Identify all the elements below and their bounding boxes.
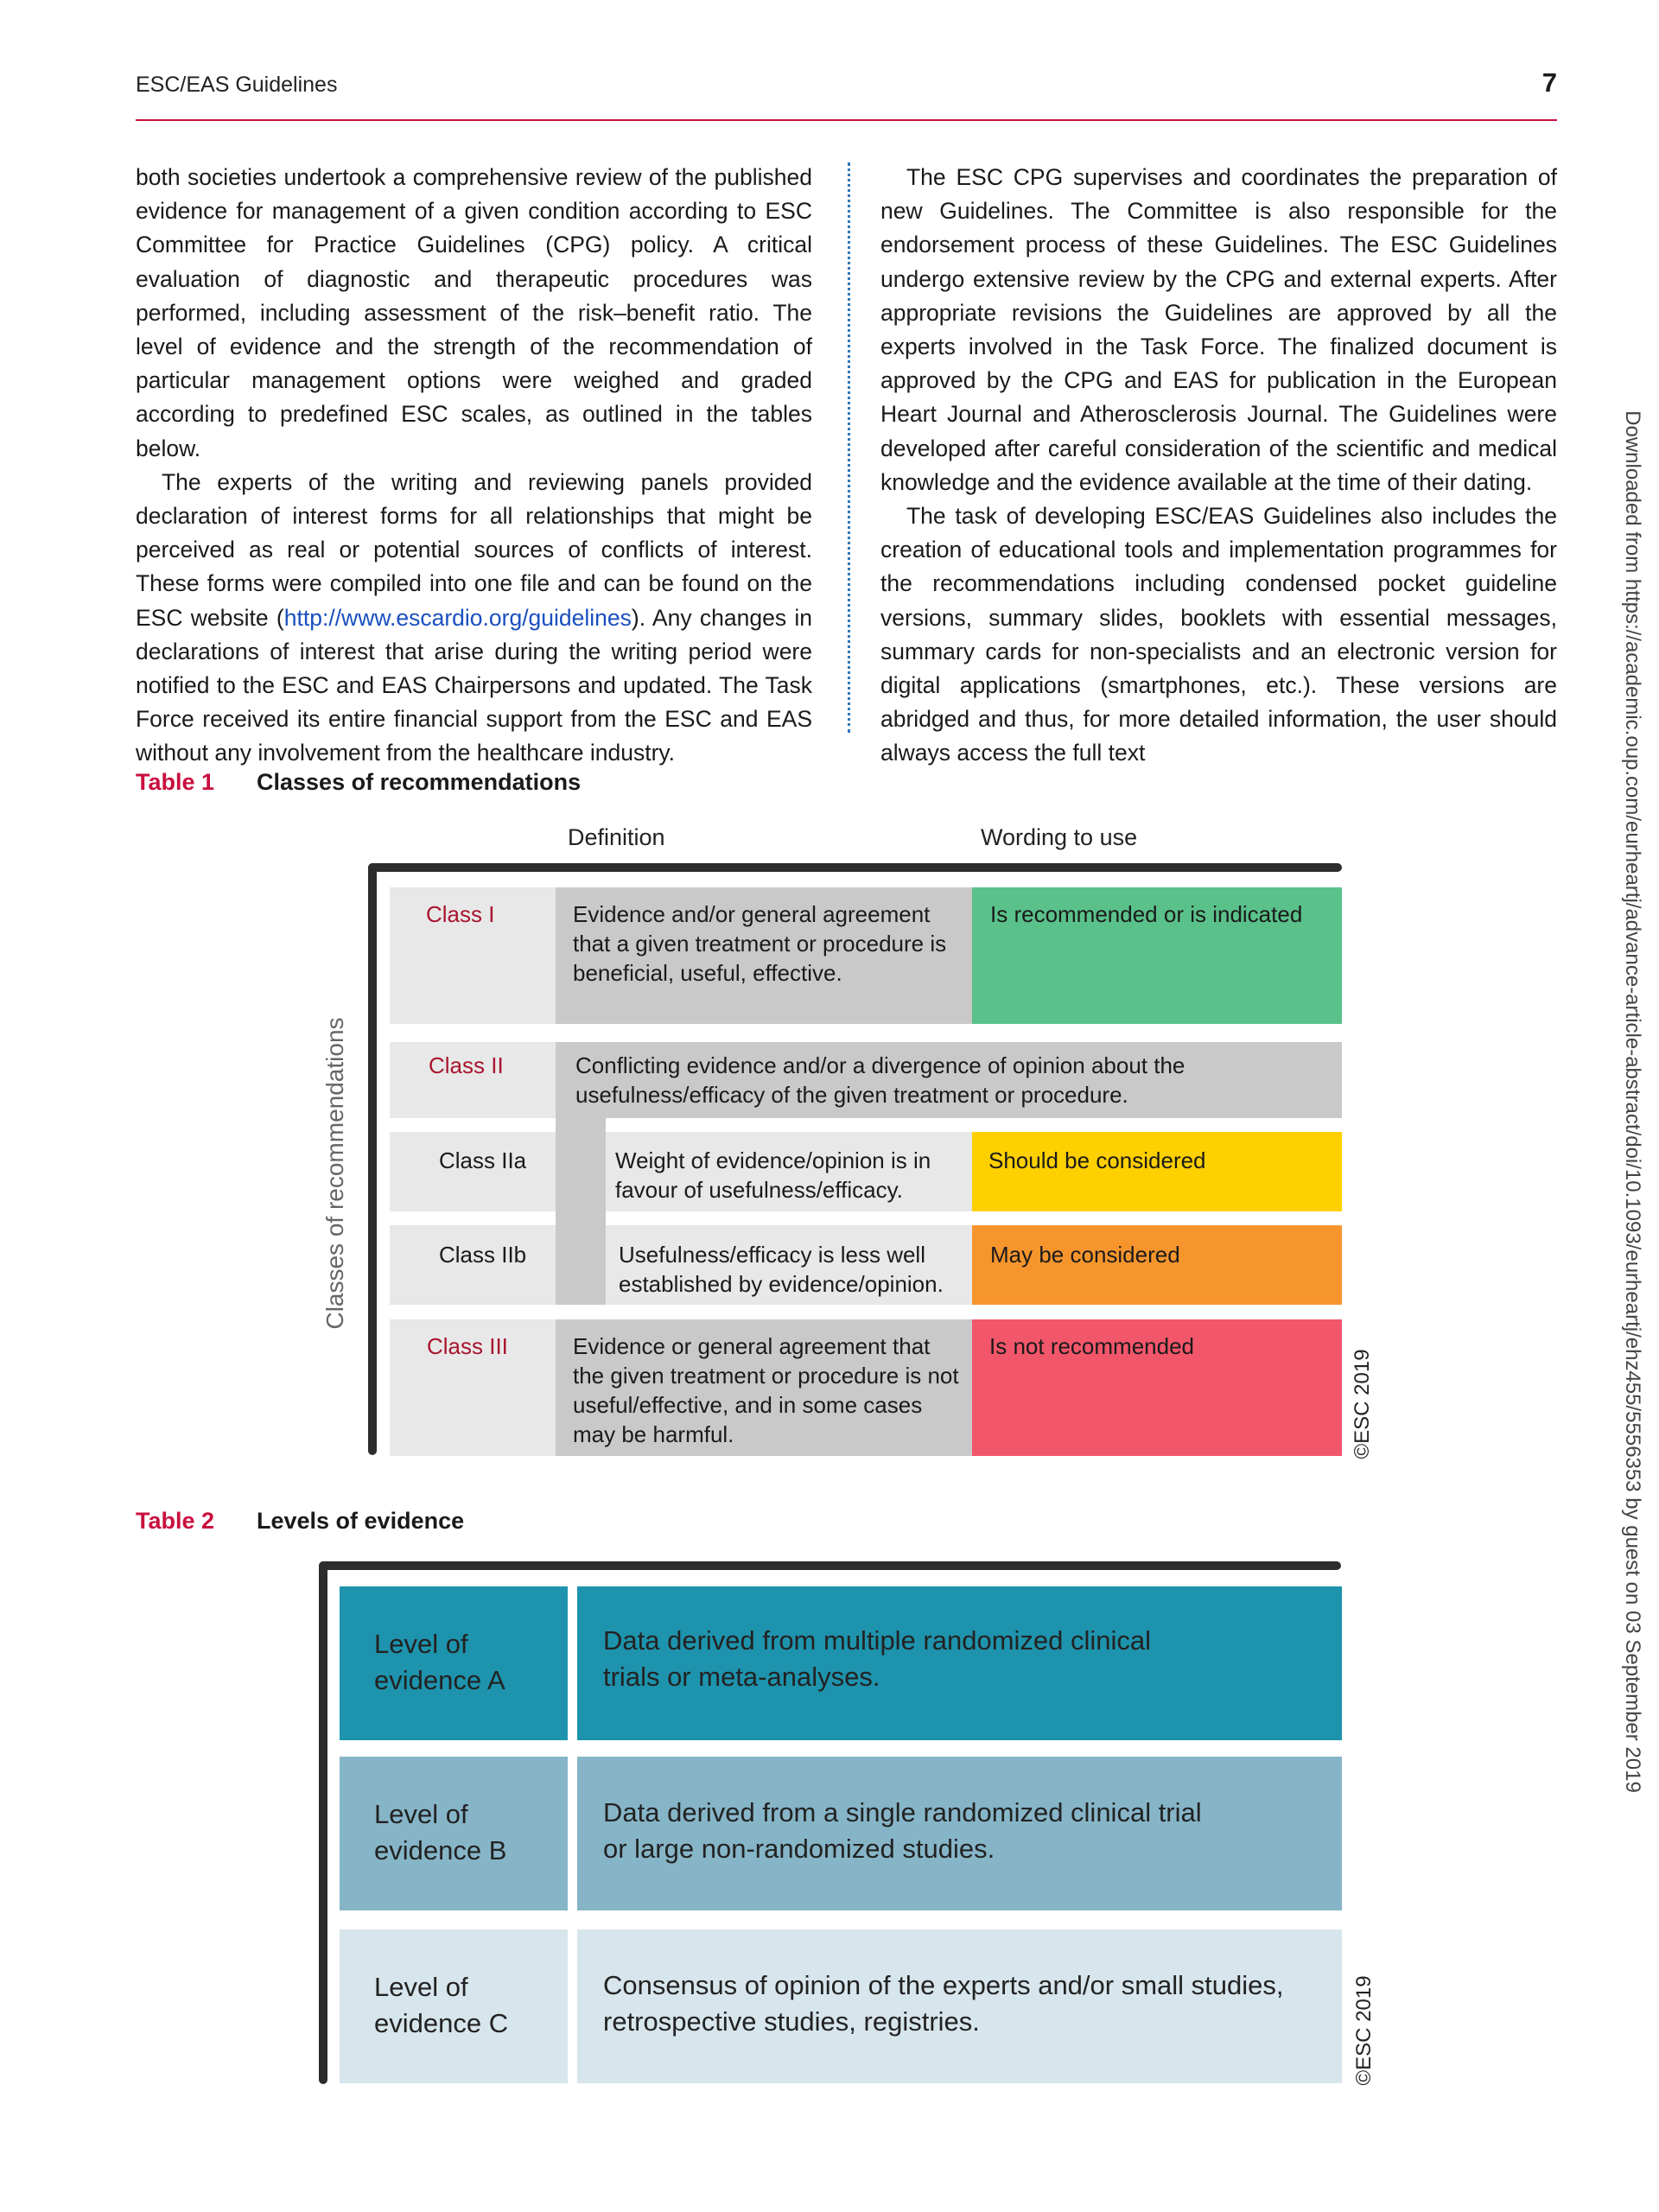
table1-col-definition: Definition <box>568 824 665 850</box>
class-2b-label-cell <box>390 1225 556 1305</box>
class-3-definition-cell <box>556 1319 972 1456</box>
class-1-definition-cell <box>556 887 972 1024</box>
table2-caption <box>136 1508 464 1535</box>
page-number: 7 <box>1541 67 1557 98</box>
class-3-wording: Is not recommended <box>989 1333 1195 1359</box>
right-column <box>880 161 1557 771</box>
table2-number: Table 2 <box>136 1508 215 1534</box>
level-c-label: Level of evidence C <box>374 1972 509 2038</box>
class-3-label-cell <box>390 1319 556 1456</box>
table1-frame-top <box>368 863 1342 872</box>
class-2a-wording-cell <box>972 1132 1342 1211</box>
level-a-label: Level of evidence A <box>374 1629 505 1695</box>
table1-caption <box>136 769 581 796</box>
table1-frame-left <box>368 863 377 1455</box>
column-divider <box>848 162 850 733</box>
table2-title: Levels of evidence <box>257 1508 465 1534</box>
class-2a-label: Class IIa <box>439 1147 527 1173</box>
class-1-wording: Is recommended or is indicated <box>990 901 1303 927</box>
class-2-bracket <box>556 1118 606 1305</box>
esc-guidelines-link[interactable]: http://www.escardio.org/guidelines <box>283 604 632 631</box>
class-1-wording-cell <box>972 887 1342 1024</box>
left-paragraph-2-text-a: The experts of the writing and reviewing panels provided declaration of interest forms for all relationships that might be perceived as real or potential sources of conflicts of interest. These forms were compiled into one file and can be found on the ESC website ( <box>136 468 812 631</box>
header-rule <box>136 119 1557 121</box>
class-3-label: Class III <box>427 1333 508 1359</box>
class-2b-label: Class IIb <box>439 1242 527 1268</box>
class-2a-wording: Should be considered <box>988 1147 1206 1173</box>
class-2a-label-cell <box>390 1132 556 1211</box>
level-a-description-cell <box>577 1586 1342 1740</box>
class-3-wording-cell <box>972 1319 1342 1456</box>
level-b-description-cell <box>577 1757 1342 1910</box>
left-paragraph-2 <box>136 466 812 771</box>
right-paragraph-2: The task of developing ESC/EAS Guidelines also includes the creation of educational tools and implementation programmes for the recommendations including condensed pocket guideline versions, summary slides, booklets with essential messages, summary cards for non-specialists and an electronic version for digital applications (smartphones, etc.). These versions are abridged and thus, for more detailed information, the user should always access the full text <box>880 503 1557 766</box>
level-b-description: Data derived from a single randomized clinical trial or large non-randomized studies. <box>603 1797 1202 1864</box>
class-2-definition-cell <box>556 1042 1342 1118</box>
class-2a-definition: Weight of evidence/opinion is in favour of usefulness/efficacy. <box>615 1147 931 1203</box>
level-a-label-cell <box>340 1586 568 1740</box>
left-paragraph-2-text-b: ). Any changes in declarations of interest that arise during the writing period were notified to the ESC and EAS Chairpersons and updated. The Task Force received its entire financial support from the ESC and EAS without any involvement from the healthcare industry. <box>136 604 813 766</box>
left-paragraph-1: both societies undertook a comprehensive review of the published evidence for management of a given condition according to ESC Committee for Practice Guidelines (CPG) policy. A critical evaluation of diagnostic and therapeutic procedures was performed, including assessment of the risk–benefit ratio. The level of evidence and the strength of the recommendation of particular management options were weighed and graded according to predefined ESC scales, as outlined in the tables below. <box>136 164 812 461</box>
table1-number: Table 1 <box>136 769 215 795</box>
class-2-label-cell <box>390 1042 556 1118</box>
table2-frame-left <box>319 1561 327 2084</box>
class-1-label: Class I <box>426 901 495 927</box>
left-column <box>136 161 812 771</box>
level-c-label-cell <box>340 1929 568 2083</box>
running-title: ESC/EAS Guidelines <box>136 73 338 97</box>
table2-frame-top <box>319 1561 1341 1570</box>
class-1-label-cell <box>390 887 556 1024</box>
class-2b-definition-cell <box>606 1225 972 1305</box>
class-2-definition: Conflicting evidence and/or a divergence of opinion about the usefulness/efficacy of the given treatment or procedure. <box>575 1052 1185 1108</box>
class-2a-definition-cell <box>606 1132 972 1211</box>
table1-title: Classes of recommendations <box>257 769 582 795</box>
level-c-description: Consensus of opinion of the experts and/or small studies, retrospective studies, registries. <box>603 1970 1284 2037</box>
class-2-label: Class II <box>429 1052 504 1078</box>
level-b-label: Level of evidence B <box>374 1799 507 1866</box>
level-b-label-cell <box>340 1757 568 1910</box>
class-2b-wording-cell <box>972 1225 1342 1305</box>
level-c-description-cell <box>577 1929 1342 2083</box>
class-2b-definition: Usefulness/efficacy is less well established by evidence/opinion. <box>619 1242 944 1297</box>
class-3-definition: Evidence or general agreement that the given treatment or procedure is not useful/effective, and in some cases may be harmful. <box>573 1333 959 1447</box>
table1-col-wording: Wording to use <box>981 824 1138 850</box>
class-2b-wording: May be considered <box>990 1242 1180 1268</box>
level-a-description: Data derived from multiple randomized clinical trials or meta-analyses. <box>603 1625 1152 1692</box>
right-paragraph-1: The ESC CPG supervises and coordinates the preparation of new Guidelines. The Committee is also responsible for the endorsement process of these Guidelines. The ESC Guidelines undergo extensive review by the CPG and external experts. After appropriate revisions the Guidelines are approved by all the experts involved in the Task Force. The finalized document is approved by the CPG and EAS for publication in the European Heart Journal and Atherosclerosis Journal. The Guidelines were developed after careful consideration of the scientific and medical knowledge and the evidence available at the time of their dating. <box>880 164 1557 495</box>
class-1-definition: Evidence and/or general agreement that a given treatment or procedure is beneficial, useful, effective. <box>573 901 947 986</box>
